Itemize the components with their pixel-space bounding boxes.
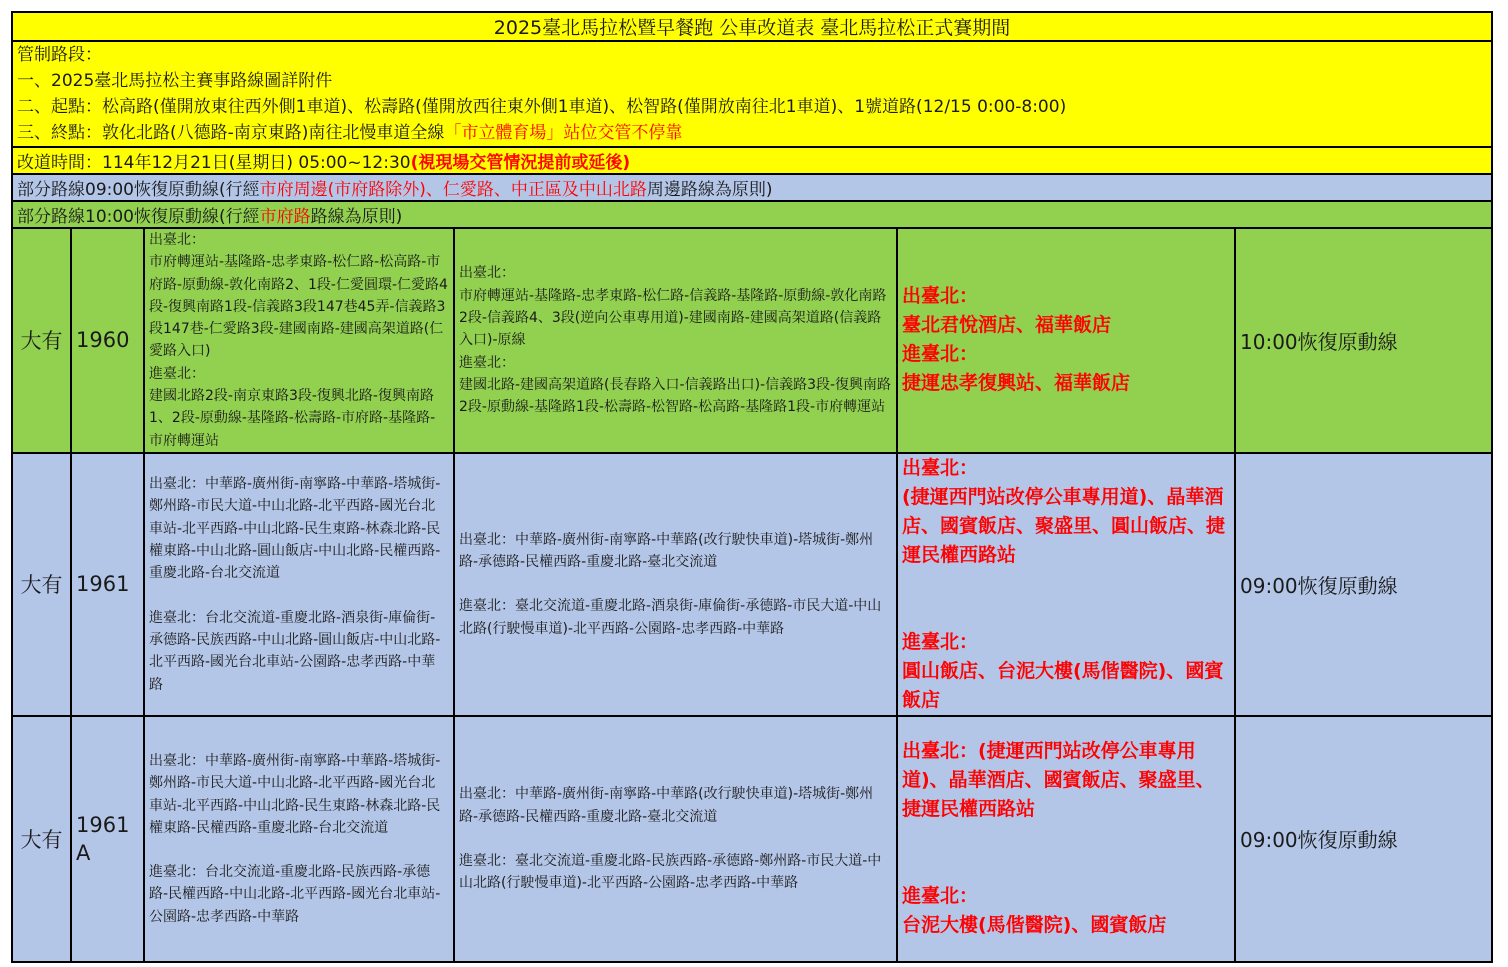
resume-0900-suffix: 周邊路線為原則): [646, 180, 773, 200]
resume-time-cell: 09:00恢復原動線: [1235, 453, 1492, 716]
out-stops: 臺北君悅酒店、福華飯店: [902, 314, 1112, 337]
resume-0900-note: [12, 174, 1492, 201]
out-stops: (捷運西門站改停公車專用道)、晶華酒店、國賓飯店、聚盛里、圓山飯店、捷運民權西路站: [902, 485, 1226, 566]
resume-time-cell: 09:00恢復原動線: [1235, 716, 1492, 962]
route-number-cell: 1961: [71, 453, 144, 716]
table-title: 2025臺北馬拉松暨早餐跑 公車改道表 臺北馬拉松正式賽期間: [12, 12, 1492, 41]
out-label: 出臺北：: [459, 265, 515, 282]
out-route: 出臺北：中華路-廣州街-南寧路-中華路-塔城街-鄭州路-市民大道-中山北路-北平西路-國光台北車站-北平西路-中山北路-民生東路-林森北路-民權東路-民權西路-重慶北路-台北交流道: [149, 752, 441, 836]
spacer: [902, 599, 1230, 628]
spacer: [149, 839, 449, 861]
resume-1000-note: [12, 201, 1492, 228]
out-stops: 出臺北：(捷運西門站改停公車專用道)、晶華酒店、國賓飯店、聚盛里、捷運民權西路站: [902, 740, 1215, 821]
detour-route-cell: [454, 716, 897, 962]
company-cell: 大有: [12, 228, 71, 453]
detour-time-note: (視現場交管情況提前或延後): [410, 153, 631, 173]
in-route: 建國北路2段-南京東路3段-復興北路-復興南路1、2段-原動線-基隆路-松壽路-市府路-基隆路-市府轉運站: [149, 388, 436, 449]
control-item-3-highlight: 「市立體育場」站位交管不停靠: [444, 123, 683, 143]
control-item-3-text: 三、終點：敦化北路(八德路-南京東路)南往北慢車道全線: [17, 123, 445, 143]
spacer: [459, 573, 892, 595]
company-cell: 大有: [12, 453, 71, 716]
resume-1000-highlight: 市府路: [259, 207, 311, 227]
affected-stops-cell: [897, 453, 1235, 716]
table-row: [12, 716, 1492, 962]
resume-1000-prefix: 部分路線10:00恢復原動線(行經: [17, 207, 260, 227]
in-stops: 台泥大樓(馬偕醫院)、國賓飯店: [902, 914, 1167, 937]
resume-1000-suffix: 路線為原則): [310, 207, 403, 227]
out-route: 市府轉運站-基隆路-忠孝東路-松仁路-松高路-市府路-原動線-敦化南路2、1段-仁愛圓環-仁愛路4段-復興南路1段-信義路3段147巷45弄-信義路3段147巷-仁愛路3段-建國南路-建國高架道路(仁愛路入口): [149, 254, 448, 360]
company-cell: 大有: [12, 716, 71, 962]
in-stops: 圓山飯店、台泥大樓(馬偕醫院)、國賓飯店: [902, 659, 1224, 711]
in-route: 進臺北：臺北交流道-重慶北路-酒泉街-庫倫街-承德路-市民大道-中山北路(行駛慢車道)-北平西路-公園路-忠孝西路-中華路: [459, 598, 882, 637]
in-route: 進臺北：台北交流道-重慶北路-酒泉街-庫倫街-承德路-民族西路-中山北路-圓山飯店-中山北路-北平西路-國光台北車站-公園路-忠孝西路-中華路: [149, 609, 441, 693]
out-route: 出臺北：中華路-廣州街-南寧路-中華路(改行駛快車道)-塔城街-鄭州路-承德路-民權西路-重慶北路-臺北交流道: [459, 786, 874, 825]
in-label: 進臺北：: [902, 630, 979, 653]
detour-route-cell: [454, 453, 897, 716]
route-number-cell: 1961 A: [71, 716, 144, 962]
detour-time: [12, 147, 1492, 174]
in-route: 進臺北：台北交流道-重慶北路-民族西路-承德路-民權西路-中山北路-北平西路-國光台北車站-公園路-忠孝西路-中華路: [149, 864, 441, 925]
out-route: 出臺北：中華路-廣州街-南寧路-中華路(改行駛快車道)-塔城街-鄭州路-承德路-民權西路-重慶北路-臺北交流道: [459, 531, 874, 571]
resume-0900-prefix: 部分路線09:00恢復原動線(行經: [17, 180, 260, 200]
table-row: [12, 228, 1492, 453]
resume-0900-highlight: 市府周邊(市府路除外)、仁愛路、中正區及中山北路: [259, 180, 647, 200]
out-label: 出臺北：: [902, 285, 979, 308]
control-item-2: 二、起點：松高路(僅開放東往西外側1車道)、松壽路(僅開放西往東外側1車道)、松智路(僅開放南往北1車道)、1號道路(12/15 0:00-8:00): [17, 97, 1067, 117]
original-route-cell: [144, 716, 454, 962]
spacer: [902, 824, 1230, 853]
spacer: [902, 853, 1230, 882]
out-label: 出臺北：: [902, 456, 979, 479]
in-route: 建國北路-建國高架道路(長春路入口-信義路出口)-信義路3段-復興南路2段-原動線-基隆路1段-松壽路-松智路-松高路-基隆路1段-市府轉運站: [459, 376, 892, 416]
spacer: [149, 585, 449, 607]
control-section: [12, 41, 1492, 147]
in-label: 進臺北：: [149, 365, 205, 382]
original-route-cell: [144, 228, 454, 453]
detour-route-cell: [454, 228, 897, 453]
in-label: 進臺北：: [902, 343, 979, 366]
spacer: [459, 828, 892, 850]
affected-stops-cell: [897, 228, 1235, 453]
in-label: 進臺北：: [459, 354, 515, 371]
route-number-cell: 1960: [71, 228, 144, 453]
in-label: 進臺北：: [902, 885, 979, 908]
detour-time-text: 改道時間：114年12月21日(星期日) 05:00~12:30: [17, 153, 411, 173]
control-item-1: 一、2025臺北馬拉松主賽事路線圖詳附件: [17, 71, 333, 91]
out-route: 市府轉運站-基隆路-忠孝東路-松仁路-信義路-基隆路-原動線-敦化南路2段-信義路4、3段(逆向公車專用道)-建國南路-建國高架道路(信義路入口)-原線: [459, 287, 887, 349]
resume-time-cell: 10:00恢復原動線: [1235, 228, 1492, 453]
original-route-cell: [144, 453, 454, 716]
in-route: 進臺北：臺北交流道-重慶北路-民族西路-承德路-鄭州路-市民大道-中山北路(行駛慢車道)-北平西路-公園路-忠孝西路-中華路: [459, 852, 882, 892]
affected-stops-cell: [897, 716, 1235, 962]
bus-detour-table: [11, 11, 1493, 963]
out-label: 出臺北：: [149, 232, 205, 248]
control-item-3: [17, 120, 1487, 146]
table-row: [12, 453, 1492, 716]
control-heading: 管制路段：: [17, 45, 102, 65]
spacer: [902, 570, 1230, 599]
in-stops: 捷運忠孝復興站、福華飯店: [902, 372, 1131, 395]
out-route: 出臺北：中華路-廣州街-南寧路-中華路-塔城街-鄭州路-市民大道-中山北路-北平西路-國光台北車站-北平西路-中山北路-民生東路-林森北路-民權東路-中山北路-圓山飯店-中山北路-民權西路-重慶北路-台北交流道: [149, 476, 441, 582]
